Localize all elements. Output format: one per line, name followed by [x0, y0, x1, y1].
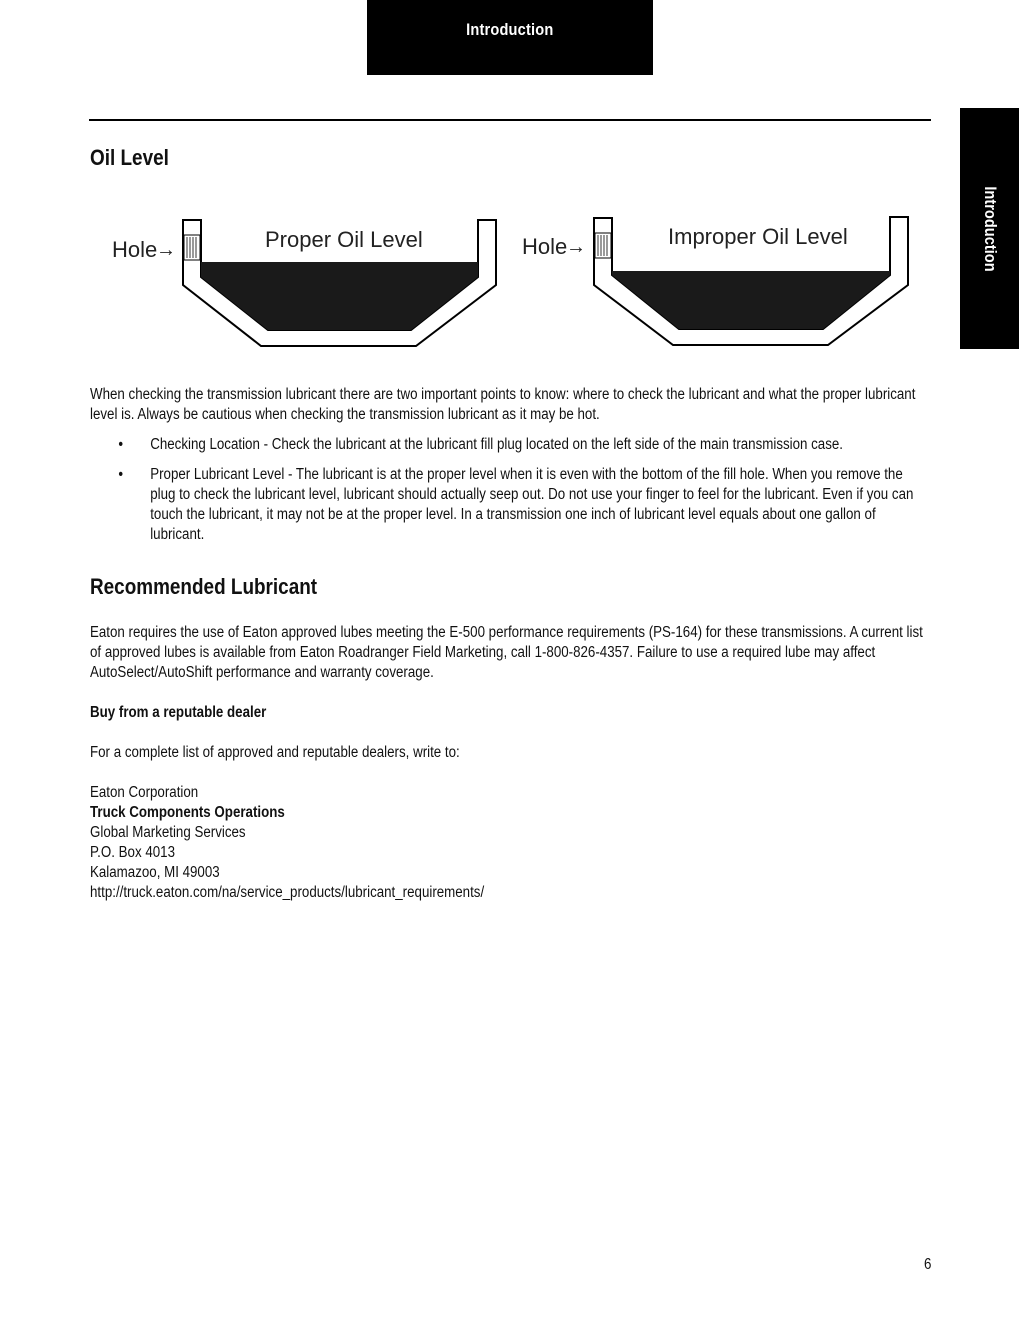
bullet-text: Checking Location - Check the lubricant at the lubricant fill plug located on the left side of the main transmission case.	[150, 436, 843, 453]
lubricant-body: Eaton requires the use of Eaton approved lubes meeting the E-500 performance requirements (PS-164) for these transmissions. A current list of approved lubes is available from Eaton Roadranger Field Marketing, call 1-800-826-4357. Failure to use a required lube may affect AutoSelect/AutoShift performance and warranty coverage.	[90, 624, 923, 681]
oil-level-heading: Oil Level	[90, 145, 169, 170]
bullet-icon: •	[118, 466, 124, 483]
bullet-text: Proper Lubricant Level - The lubricant is at the proper level when it is even with the bottom of the fill hole. When you remove the plug to check the lubricant level, lubricant should actually seep out. Do not use your finger to feel for the lubricant. Even if you can touch the lubricant, it may not be at the proper level. In a transmission one inch of lubricant level equals about one gallon of lubricant.	[150, 466, 914, 543]
proper-oil-level-title: Proper Oil Level	[265, 227, 423, 252]
address-line: Eaton Corporation	[90, 784, 199, 801]
fill-plug-hole-icon	[595, 233, 611, 258]
dealers-text: For a complete list of approved and reputable dealers, write to:	[90, 744, 460, 761]
address-line: P.O. Box 4013	[90, 844, 175, 861]
header-tab	[367, 0, 653, 75]
right-arrow-icon: →	[566, 236, 586, 258]
address-url: http://truck.eaton.com/na/service_products/lubricant_requirements/	[90, 884, 485, 901]
address-block	[90, 783, 484, 903]
oil-level-diagram	[105, 205, 915, 355]
oil-level-bullets	[90, 435, 929, 555]
right-hole-label: Hole	[522, 234, 568, 259]
header-rule	[89, 119, 931, 121]
address-line: Truck Components Operations	[90, 804, 285, 821]
left-arrow-icon: →	[156, 239, 176, 261]
recommended-lubricant-heading: Recommended Lubricant	[90, 574, 318, 599]
side-tab	[960, 108, 1019, 349]
bullet-icon: •	[118, 436, 124, 453]
improper-oil-pan	[522, 217, 908, 345]
address-line: Global Marketing Services	[90, 824, 246, 841]
address-line: Kalamazoo, MI 49003	[90, 864, 220, 881]
header-tab-label: Introduction	[466, 19, 554, 39]
proper-oil-pan	[112, 220, 496, 346]
list-item	[90, 465, 929, 545]
dealer-subheading: Buy from a reputable dealer	[90, 704, 267, 721]
list-item	[90, 435, 929, 455]
fill-plug-hole-icon	[184, 235, 200, 260]
oil-level-intro: When checking the transmission lubricant there are two important points to know: where to check the lubricant and what the proper lubricant level is. Always be cautious when checking the transmission lubricant as it may be hot.	[90, 386, 916, 423]
page-number: 6	[924, 1256, 932, 1273]
left-hole-label: Hole	[112, 237, 158, 262]
side-tab-label: Introduction	[980, 185, 1000, 272]
improper-oil-level-title: Improper Oil Level	[668, 224, 848, 249]
